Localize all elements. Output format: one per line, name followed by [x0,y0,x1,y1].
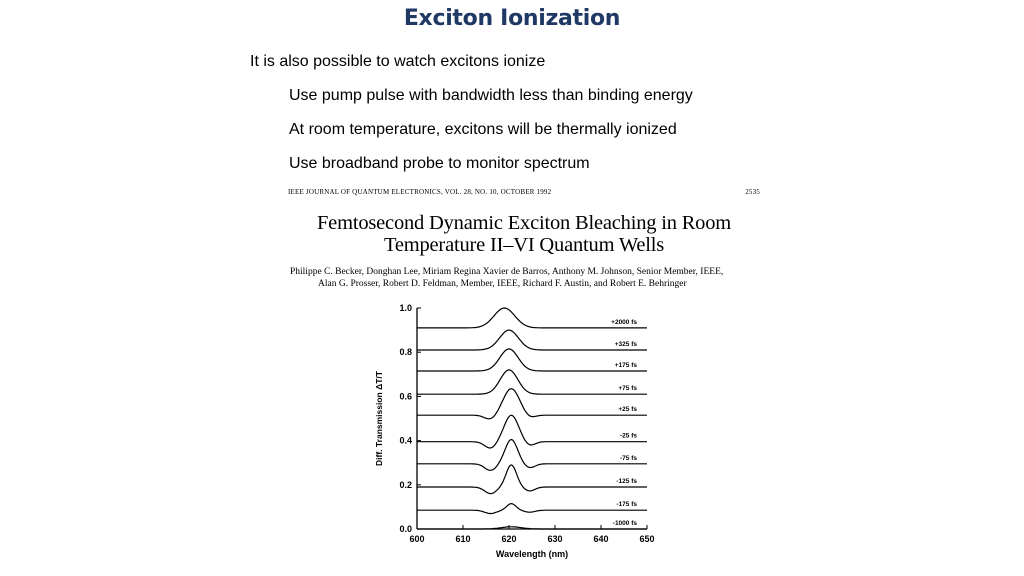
series-label: +325 fs [614,340,637,348]
bullet-list [250,52,693,188]
series-line [417,440,647,471]
series-label: +75 fs [618,385,637,393]
authors-line: Philippe C. Becker, Donghan Lee, Miriam Regina Xavier de Barros, Anthony M. Johnson, Senior Member, IEEE, [290,267,724,277]
series-label: -125 fs [616,478,637,486]
y-tick-label: 1.0 [399,303,412,313]
spectra-figure [365,300,675,572]
paper-excerpt [288,188,760,290]
x-tick-label: 640 [593,534,609,544]
bullet-item: It is also possible to watch excitons ionize [250,53,546,70]
x-tick-label: 650 [639,534,655,544]
y-tick-label: 0.8 [399,347,412,358]
x-axis-label: Wavelength (nm) [495,549,569,559]
series-label: -75 fs [620,454,637,462]
y-tick-label: 0.0 [399,524,412,534]
series-label: -175 fs [616,501,637,509]
bullet-item: At room temperature, excitons will be thermally ionized [289,121,677,138]
slide-title: Exciton Ionization [403,6,621,31]
y-tick-label: 0.2 [399,479,412,490]
journal-header [288,188,760,200]
series-line [417,349,647,371]
series-label: +175 fs [614,361,637,369]
series-label: -1000 fs [612,520,637,527]
bullet-item: Use pump pulse with bandwidth less than binding energy [289,87,693,104]
series-label: -25 fs [620,432,637,440]
paper-title-line: Femtosecond Dynamic Exciton Bleaching in Room [316,212,732,234]
series-line [417,415,647,448]
paper-title [288,212,760,256]
series-line [417,504,647,514]
series-label: +25 fs [618,406,637,414]
authors-line: Alan G. Prosser, Robert D. Feldman, Member, IEEE, Richard F. Austin, and Robert E. Behringer [318,279,687,289]
x-tick-label: 610 [455,534,471,544]
series-line [417,527,647,529]
paper-title-line: Temperature II–VI Quantum Wells [383,234,665,256]
y-axis-label: Diff. Transmission ΔT/T [374,371,384,466]
x-tick-label: 620 [501,534,517,544]
series-line [417,370,647,394]
series-line [417,465,647,494]
series-line [417,330,647,350]
paper-authors [288,266,760,290]
journal-name: IEEE JOURNAL OF QUANTUM ELECTRONICS, VOL. 28, NO. 10, OCTOBER 1992 [288,188,552,196]
x-tick-label: 630 [547,534,563,544]
spectra-chart [365,300,675,572]
page-number: 2535 [745,188,760,196]
y-tick-label: 0.4 [399,435,412,446]
series-label: +2000 fs [611,318,637,326]
bullet-item: Use broadband probe to monitor spectrum [289,155,590,172]
x-tick-label: 600 [409,534,425,544]
y-tick-label: 0.6 [399,391,412,402]
